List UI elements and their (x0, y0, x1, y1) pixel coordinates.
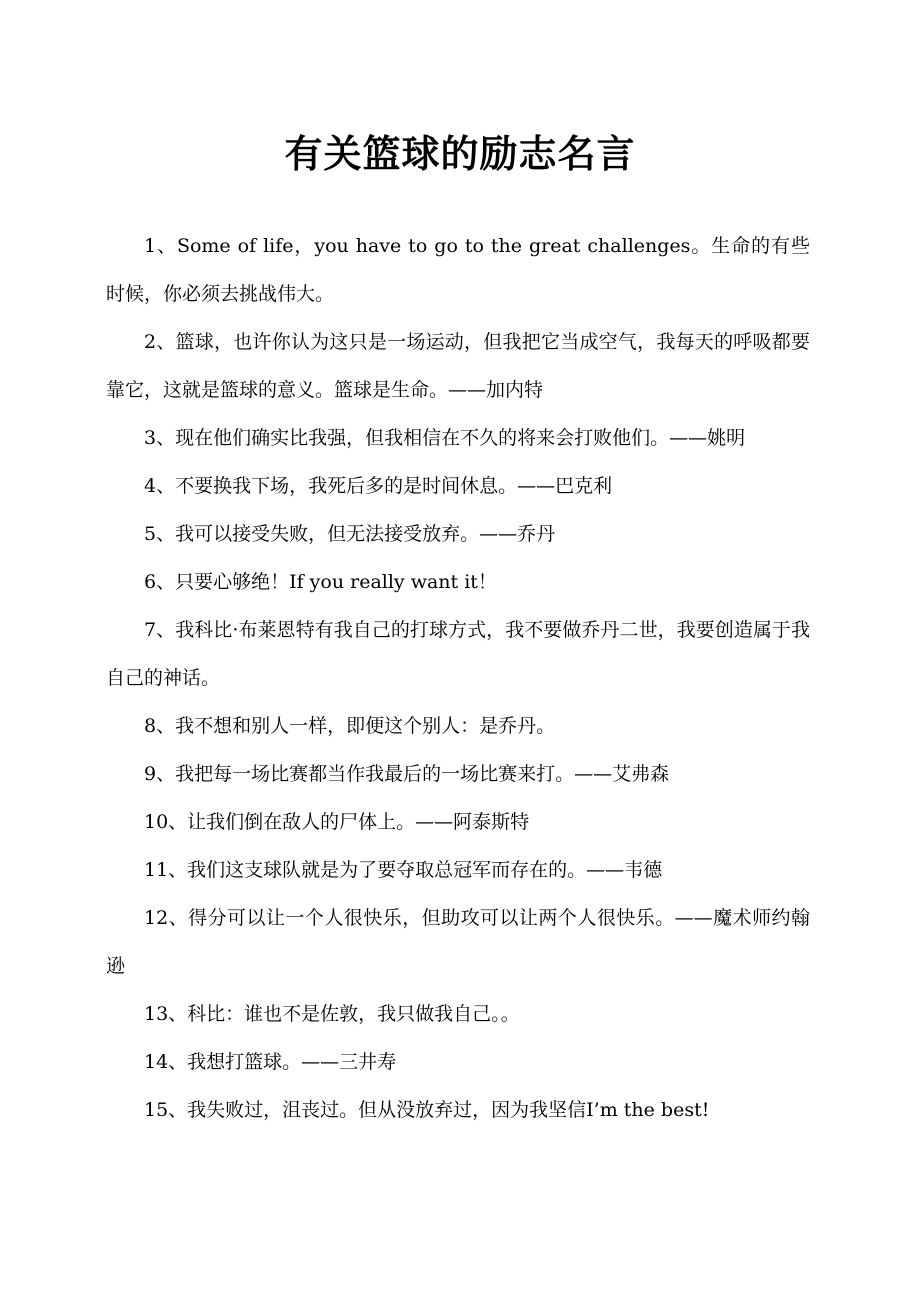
quote-paragraph-14: 14、我想打篮球。——三井寿 (144, 1051, 397, 1073)
quote-paragraph-12: 12、得分可以让一个人很快乐，但助攻可以让两个人很快乐。——魔术师约翰逊 (106, 907, 810, 977)
quote-paragraph-6: 6、只要心够绝！If you really want it！ (144, 571, 497, 593)
quote-paragraph-2: 2、篮球，也许你认为这只是一场运动，但我把它当成空气，我每天的呼吸都要靠它，这就是篮球的意义。篮球是生命。——加内特 (106, 331, 810, 401)
quote-paragraph-10: 10、让我们倒在敌人的尸体上。——阿泰斯特 (144, 811, 530, 833)
quote-paragraph-13: 13、科比：谁也不是佐敦，我只做我自己。。 (144, 1003, 520, 1025)
quote-paragraph-15: 15、我失败过，沮丧过。但从没放弃过，因为我坚信I’m the best! (144, 1099, 710, 1121)
quote-paragraph-9: 9、我把每一场比赛都当作我最后的一场比赛来打。——艾弗森 (144, 763, 670, 785)
quote-paragraph-1: 1、Some of life，you have to go to the great challenges。生命的有些时候，你必须去挑战伟大。 (106, 235, 810, 305)
quote-list (106, 222, 810, 1134)
quote-paragraph-5: 5、我可以接受失败，但无法接受放弃。——乔丹 (144, 523, 556, 545)
quote-paragraph-4: 4、不要换我下场，我死后多的是时间休息。——巴克利 (144, 475, 613, 497)
quote-paragraph-8: 8、我不想和别人一样，即便这个别人：是乔丹。 (144, 715, 556, 737)
quote-paragraph-11: 11、我们这支球队就是为了要夺取总冠军而存在的。——韦德 (144, 859, 663, 881)
document-title: 有关篮球的励志名言 (284, 132, 636, 176)
quote-paragraph-3: 3、现在他们确实比我强，但我相信在不久的将来会打败他们。——姚明 (144, 427, 746, 449)
quote-paragraph-7: 7、我科比·布莱恩特有我自己的打球方式，我不要做乔丹二世，我要创造属于我自己的神话。 (106, 619, 810, 689)
